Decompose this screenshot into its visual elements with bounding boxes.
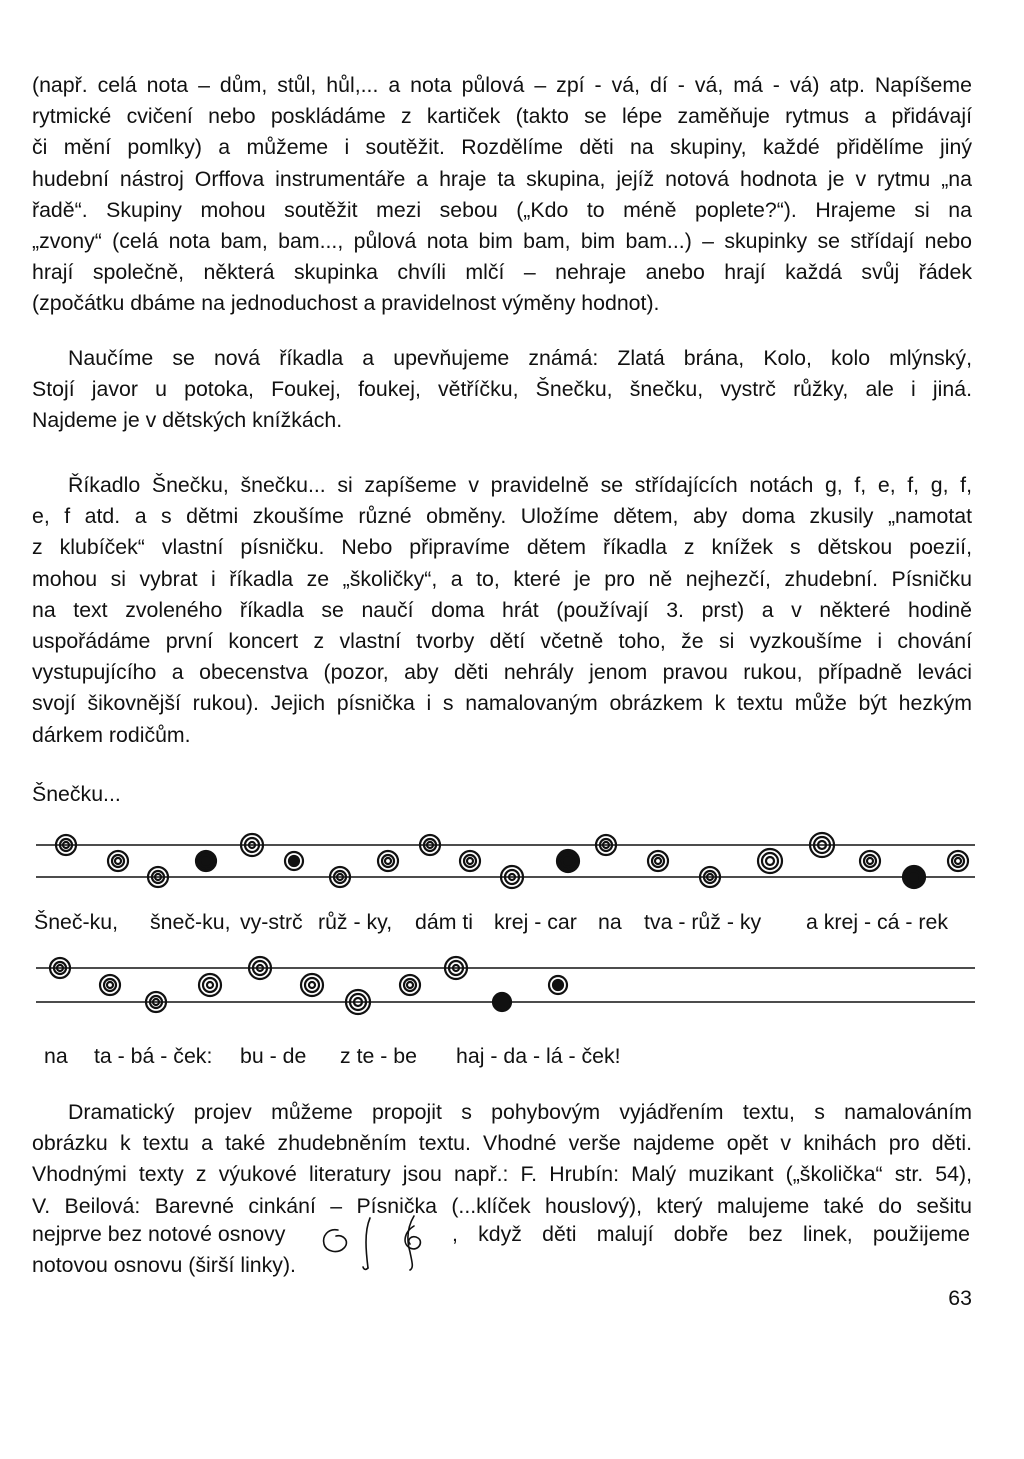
lyric-syllable: vy-strč — [240, 910, 303, 934]
text-line: hudební nástroj Orffova instrumentáře a hraje ta skupina, jejíž notová hodnota je v rytmu „na — [32, 166, 972, 191]
note-scribble — [100, 975, 120, 995]
note-scribble — [549, 976, 567, 994]
music-staff-1 — [0, 815, 1024, 905]
text-line: obrázku k textu a také zhudebněním textu. Vhodné verše najdeme opět v knihách pro děti. — [32, 1131, 972, 1156]
note-scribble — [860, 851, 880, 871]
text-line: z klubíček“ vlastní písničku. Nebo připravíme dětem říkadla z knížek s dětskou poezií, — [32, 535, 972, 560]
text-line: Naučíme se nová říkadla a upevňujeme známá: Zlatá brána, Kolo, kolo mlýnský, — [68, 346, 972, 370]
circle-symbol-icon — [324, 1230, 347, 1252]
text-line: uspořádáme první koncert z vlastní tvorby dětí včetně toho, že si vyzkoušíme i chování — [32, 629, 972, 654]
note-scribble — [460, 851, 480, 871]
lyric-syllable: růž - ky, — [318, 910, 393, 934]
stroke-symbol-icon — [363, 1218, 370, 1269]
paragraph-1 — [32, 70, 972, 320]
note-scribble — [108, 851, 128, 871]
text-line: dárkem rodičům. — [32, 722, 191, 747]
lyric-syllable: bu - de — [240, 1044, 307, 1068]
lyric-syllable: dám ti — [415, 910, 473, 934]
note-scribble — [493, 993, 511, 1011]
lyric-syllable: na — [598, 910, 622, 934]
paragraph-2 — [32, 343, 972, 437]
text-line: (např. celá nota – dům, stůl, hůl,... a nota půlová – zpí - vá, dí - vá, má - vá) atp. Napíšeme — [32, 73, 972, 97]
note-scribble — [378, 851, 398, 871]
lyric-syllable: šneč-ku, — [150, 910, 231, 934]
text-line: řadě“. Skupiny mohou soutěžit mezi sebou („Kdo to méně poplete?“). Hrajeme si na — [32, 197, 972, 222]
lyric-syllable: z te - be — [340, 1044, 417, 1068]
note-scribble — [557, 850, 579, 872]
note-scribble — [758, 849, 782, 873]
note-scribble — [301, 974, 323, 996]
note-scribble — [948, 851, 968, 871]
note-scribble — [285, 852, 303, 870]
lyric-syllable: a krej - cá - rek — [806, 910, 949, 934]
text-line: Vhodnými texty z výukové literatury jsou např.: F. Hrubín: Malý muzikant („školička“ str. 54), — [32, 1162, 972, 1187]
lyric-syllable: Šneč-ku, — [34, 910, 119, 934]
text-line: V. Beilová: Barevné cinkání – Písnička (...klíček houslový), který malujeme také do sešitu — [32, 1193, 972, 1218]
text-line-end: , když děti malují dobře bez linek, použijeme — [452, 1222, 970, 1246]
lyric-syllable: ta - bá - ček: — [94, 1044, 213, 1068]
note-scribble — [196, 851, 216, 871]
text-line: notovou osnovu (širší linky). — [32, 1253, 296, 1277]
paragraph-4 — [32, 1097, 972, 1222]
page-number: 63 — [948, 1286, 972, 1310]
note-scribble — [903, 866, 925, 888]
text-line: Říkadlo Šnečku, šnečku... si zapíšeme v pravidelně se střídajících notách g, f, e, f, g, f, — [68, 473, 972, 497]
text-line: e, f atd. a s dětmi zkoušíme různé obměny. Uložíme dětem, aby doma zkusily „namotat — [32, 504, 972, 529]
text-line: vystupujícího a obecenstva (pozor, aby děti nehrály jenom pravou rukou, případně leváci — [32, 660, 972, 685]
note-scribble — [199, 974, 221, 996]
text-line: rytmické cvičení nebo poskládáme z kartiček (takto se lépe zaměňuje rytmus a přidávají — [32, 104, 972, 129]
text-line: (zpočátku dbáme na jednoduchost a pravidelnost výměny hodnot). — [32, 291, 660, 316]
text-line: či mění pomlky) a můžeme i soutěžit. Rozdělíme děti na skupiny, každé přidělíme jiný — [32, 135, 972, 160]
lyric-syllable: na — [44, 1044, 68, 1068]
music-staff-2 — [0, 940, 1024, 1030]
text-line: Dramatický projev můžeme propojit s pohybovým vyjádřením textu, s namalováním — [68, 1100, 972, 1124]
song-title: Šnečku... — [32, 782, 121, 806]
text-line: hrají společně, některá skupinka chvíli mlčí – nehraje anebo hrají každá svůj řádek — [32, 260, 972, 285]
lyric-syllable: tva - růž - ky — [644, 910, 762, 934]
lyric-syllable: haj - da - lá - ček! — [456, 1044, 621, 1068]
text-line-start: nejprve bez notové osnovy — [32, 1222, 286, 1246]
treble-clef-icon — [405, 1216, 420, 1270]
paragraph-3 — [32, 470, 972, 751]
hand-drawn-symbols — [318, 1212, 448, 1272]
text-line: Stojí javor u potoka, Foukej, foukej, větříčku, Šnečku, šnečku, vystrč růžky, ale i jiná. — [32, 377, 972, 402]
text-line: na text zvoleného říkadla se naučí doma hrát (používají 3. prst) a v některé hodině — [32, 597, 972, 622]
text-line: „zvony“ (celá nota bam, bam..., půlová nota bim bam, bim bam...) – skupinky se střídají nebo — [32, 229, 972, 254]
text-line: Najdeme je v dětských knížkách. — [32, 408, 343, 433]
note-scribble — [648, 851, 668, 871]
text-line: mohou si vybrat i říkadla ze „školičky“, a to, které je pro ně nejhezčí, zhudební. Písničku — [32, 566, 972, 591]
note-scribble — [400, 975, 420, 995]
lyric-syllable: krej - car — [494, 910, 577, 934]
text-line: svojí šikovnější rukou). Jejich písnička i s namalovaným obrázkem k textu může být hezkým — [32, 691, 972, 716]
